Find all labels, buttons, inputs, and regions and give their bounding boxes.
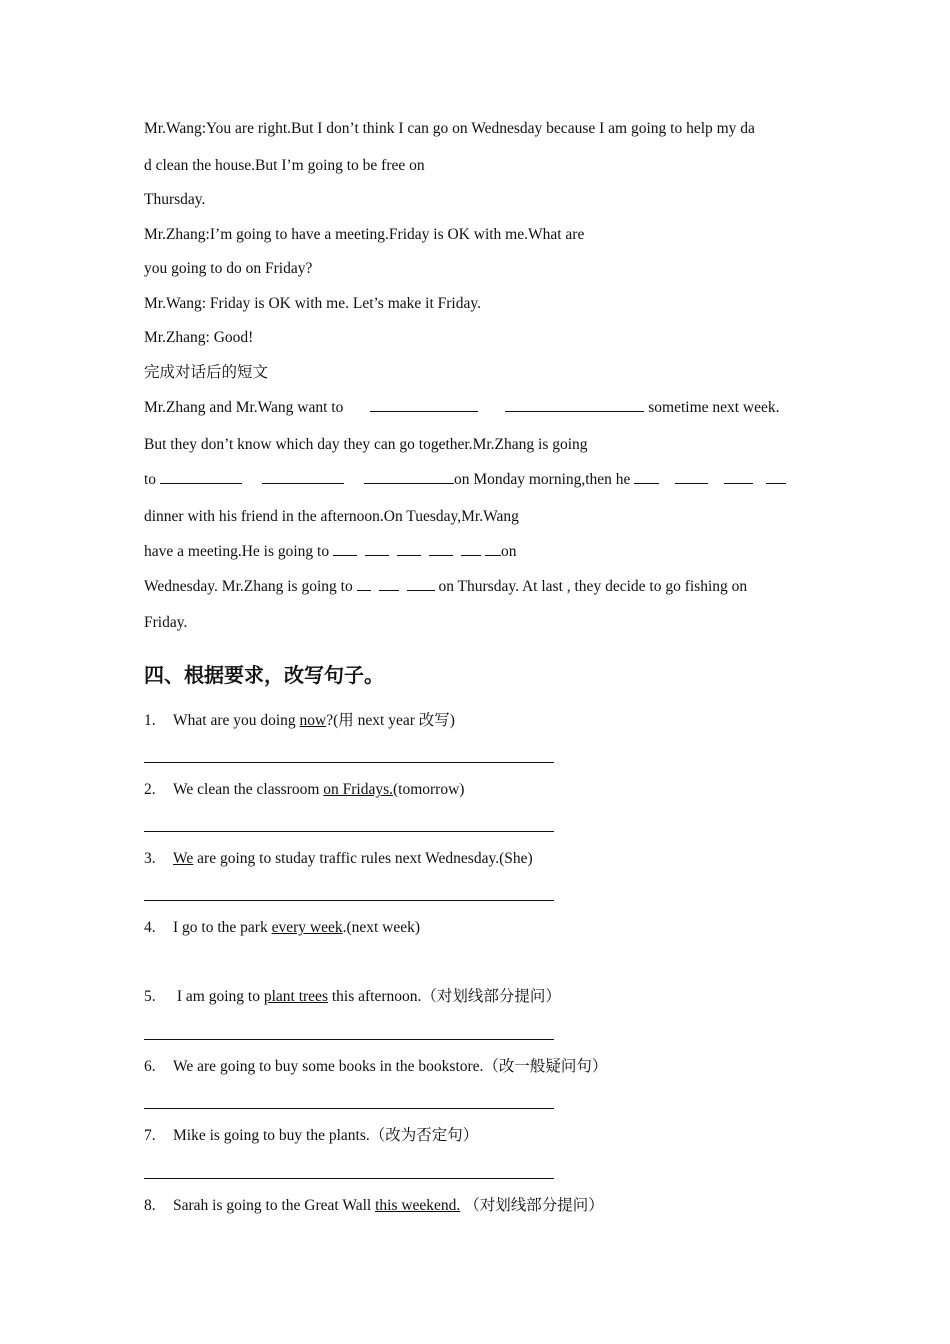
passage-line: But they don’t know which day they can go together.Mr.Zhang is going — [144, 436, 588, 453]
fill-blank[interactable] — [407, 578, 435, 591]
question-text: .(next week) — [342, 919, 421, 936]
question-text: (tomorrow) — [393, 781, 465, 798]
passage-line: dinner with his friend in the afternoon.On Tuesday,Mr.Wang — [144, 508, 519, 525]
question-text: What are you doing — [173, 712, 300, 729]
passage-text: on Thursday. At last , they decide to go fishing on — [438, 578, 748, 595]
dialogue-line: you going to do on Friday? — [144, 260, 313, 277]
underlined-text: this weekend. — [375, 1197, 461, 1214]
fill-blank[interactable] — [675, 471, 708, 484]
fill-blank[interactable] — [379, 578, 399, 591]
question-text: are going to studay traffic rules next Wednesday.(She) — [193, 850, 533, 867]
passage-text: to — [144, 471, 157, 488]
passage-text: have a meeting.He is going to — [144, 543, 330, 560]
passage-text: on — [500, 543, 517, 560]
fill-blank[interactable] — [485, 543, 501, 556]
question-5 — [144, 989, 561, 1005]
question-number: 5. — [144, 988, 156, 1005]
dialogue-line: Mr.Wang: Friday is OK with me. Let’s make it Friday. — [144, 295, 481, 312]
question-3 — [144, 851, 533, 867]
question-6 — [144, 1059, 607, 1075]
section-title: 四、根据要求，改写句子。 — [144, 663, 384, 687]
passage-line: Friday. — [144, 614, 188, 631]
passage-text: Wednesday. Mr.Zhang is going to — [144, 578, 353, 595]
question-number: 4. — [144, 919, 156, 936]
answer-line[interactable] — [144, 762, 554, 763]
dialogue-line: Mr.Zhang:I’m going to have a meeting.Friday is OK with me.What are — [144, 226, 585, 243]
answer-line[interactable] — [144, 1039, 554, 1040]
passage-line — [144, 471, 786, 488]
fill-blank[interactable] — [505, 399, 644, 412]
question-text: I am going to — [173, 988, 264, 1005]
answer-line[interactable] — [144, 1178, 554, 1179]
fill-blank[interactable] — [397, 543, 421, 556]
answer-line[interactable] — [144, 1108, 554, 1109]
passage-text: Mr.Zhang and Mr.Wang want to — [144, 399, 344, 416]
passage-line — [144, 578, 747, 595]
passage-text: sometime next week. — [648, 399, 780, 416]
answer-line[interactable] — [144, 831, 554, 832]
question-text: We clean the classroom — [173, 781, 324, 798]
fill-blank[interactable] — [333, 543, 357, 556]
underlined-text: We — [173, 850, 194, 867]
fill-blank[interactable] — [461, 543, 481, 556]
question-number: 8. — [144, 1197, 156, 1214]
question-number: 6. — [144, 1058, 156, 1075]
passage-line — [144, 399, 780, 416]
passage-line — [144, 543, 516, 560]
underlined-text: plant trees — [263, 988, 328, 1005]
fill-blank[interactable] — [364, 471, 454, 484]
fill-blank[interactable] — [724, 471, 753, 484]
dialogue-line: Thursday. — [144, 191, 206, 208]
question-1 — [144, 713, 455, 729]
passage-text: on Monday morning,then he — [453, 471, 631, 488]
fill-blank[interactable] — [429, 543, 453, 556]
underlined-text: on Fridays. — [323, 781, 393, 798]
question-8 — [144, 1198, 604, 1214]
question-number: 3. — [144, 850, 156, 867]
fill-blank[interactable] — [634, 471, 659, 484]
passage-instruction: 完成对话后的短文 — [144, 364, 269, 381]
question-text: Mike is going to buy the plants.（改为否定句） — [173, 1127, 479, 1144]
fill-blank[interactable] — [160, 471, 242, 484]
question-text: We are going to buy some books in the bookstore.（改一般疑问句） — [173, 1058, 608, 1075]
question-text: Sarah is going to the Great Wall — [173, 1197, 376, 1214]
dialogue-line: d clean the house.But I’m going to be free on — [144, 157, 425, 174]
dialogue-line: Mr.Wang:You are right.But I don’t think I can go on Wednesday because I am going to help my da — [144, 120, 755, 137]
dialogue-line: Mr.Zhang: Good! — [144, 329, 254, 346]
question-number: 7. — [144, 1127, 156, 1144]
question-text: this afternoon.（对划线部分提问） — [327, 988, 561, 1005]
question-text: （对划线部分提问） — [460, 1197, 604, 1214]
question-4 — [144, 920, 420, 936]
answer-line[interactable] — [144, 900, 554, 901]
question-number: 2. — [144, 781, 156, 798]
fill-blank[interactable] — [365, 543, 389, 556]
question-2 — [144, 782, 464, 798]
fill-blank[interactable] — [357, 578, 371, 591]
question-number: 1. — [144, 712, 156, 729]
fill-blank[interactable] — [262, 471, 344, 484]
question-text: I go to the park — [173, 919, 272, 936]
underlined-text: now — [299, 712, 327, 729]
fill-blank[interactable] — [370, 399, 478, 412]
fill-blank[interactable] — [766, 471, 786, 484]
underlined-text: every week — [271, 919, 343, 936]
question-7 — [144, 1128, 478, 1144]
question-text: ?(用 next year 改写) — [326, 712, 455, 729]
